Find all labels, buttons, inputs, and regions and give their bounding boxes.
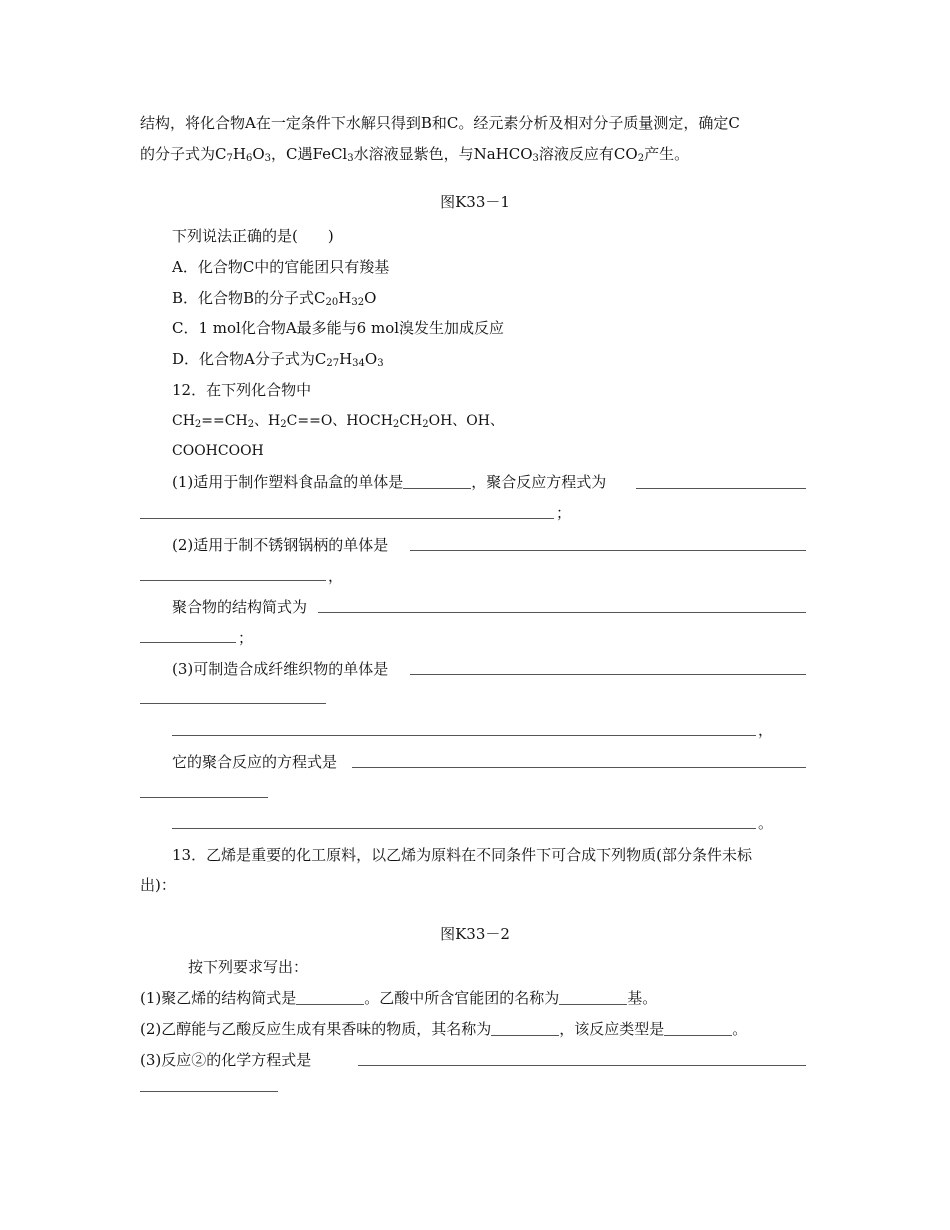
text: ，C遇FeCl xyxy=(271,145,348,163)
q12-part-3b: 它的聚合反应的方程式是 xyxy=(172,753,338,771)
answer-line[interactable] xyxy=(358,1065,806,1066)
answer-line[interactable] xyxy=(140,642,236,643)
q12-part-2-end: ， xyxy=(328,567,344,585)
text: (1)聚乙烯的结构简式是 xyxy=(140,989,297,1007)
figure-caption-k33-1: 图K33－1 xyxy=(440,193,510,211)
answer-line[interactable] xyxy=(140,518,554,519)
answer-line[interactable] xyxy=(410,550,806,551)
q13-stem-line-2: 出)： xyxy=(140,876,176,894)
subscript: 20 xyxy=(325,297,339,308)
q13-part-2 xyxy=(140,1019,747,1039)
text: 。 xyxy=(732,1020,748,1038)
text: H xyxy=(338,289,352,307)
text: H xyxy=(339,350,353,368)
q11-option-b xyxy=(172,288,376,308)
text: (1)适用于制作塑料食品盒的单体是 xyxy=(172,473,404,491)
text: 基。 xyxy=(627,989,658,1007)
subscript: 3 xyxy=(532,153,539,164)
q12-part-2b: 聚合物的结构简式为 xyxy=(172,598,308,616)
answer-line[interactable] xyxy=(172,735,756,736)
intro-line-2 xyxy=(140,144,689,164)
subscript: 2 xyxy=(392,419,400,430)
text: O xyxy=(252,145,265,163)
subscript: 32 xyxy=(351,297,365,308)
q12-part-1-end: ； xyxy=(556,504,572,522)
text: 、H xyxy=(254,413,281,429)
figure-caption-k33-2: 图K33－2 xyxy=(440,925,510,943)
q12-title: 12．在下列化合物中 xyxy=(172,381,312,399)
subscript: 2 xyxy=(194,419,202,430)
q12-part-3: (3)可制造合成纤维织物的单体是 xyxy=(172,660,389,678)
q12-part-1 xyxy=(172,472,606,492)
answer-line[interactable] xyxy=(636,488,806,489)
answer-blank[interactable] xyxy=(664,1021,732,1036)
intro-line-1: 结构，将化合物A在一定条件下水解只得到B和C。经元素分析及相对分子质量测定，确定C xyxy=(140,114,740,132)
answer-line[interactable] xyxy=(352,767,806,768)
subscript: 2 xyxy=(280,419,287,430)
text: OH、OH、 xyxy=(428,413,504,429)
text: 产生。 xyxy=(644,145,690,163)
subscript: 27 xyxy=(326,358,340,369)
answer-line[interactable] xyxy=(318,612,806,613)
q13-part-1 xyxy=(140,988,657,1008)
q11-stem: 下列说法正确的是( ) xyxy=(172,227,334,245)
text: ，该反应类型是 xyxy=(559,1020,665,1038)
answer-line[interactable] xyxy=(140,797,268,798)
subscript: 2 xyxy=(247,419,255,430)
text: ，聚合反应方程式为 xyxy=(471,473,607,491)
answer-blank[interactable] xyxy=(559,990,627,1005)
subscript: 34 xyxy=(352,358,365,369)
text: 。乙酸中所含官能团的名称为 xyxy=(364,989,560,1007)
answer-line[interactable] xyxy=(410,674,806,675)
text: CH xyxy=(172,413,195,429)
text: D．化合物A分子式为C xyxy=(172,350,327,368)
subscript: 3 xyxy=(347,153,354,164)
q12-part-2b-end: ； xyxy=(238,629,254,647)
q12-compounds xyxy=(172,411,504,431)
subscript: 2 xyxy=(422,419,429,430)
text: 溶液反应有CO xyxy=(538,145,638,163)
q12-compounds-2: COOHCOOH xyxy=(172,443,264,459)
answer-line[interactable] xyxy=(140,580,326,581)
q12-part-3-end: ， xyxy=(758,721,774,739)
q13-requirement: 按下列要求写出： xyxy=(188,958,309,976)
text: CH xyxy=(399,413,423,429)
answer-blank[interactable] xyxy=(296,990,364,1005)
subscript: 3 xyxy=(377,358,384,369)
answer-line[interactable] xyxy=(140,1091,278,1092)
answer-blank[interactable] xyxy=(491,1021,559,1036)
q12-part-3b-end: 。 xyxy=(758,814,774,832)
text: 水溶液显紫色，与NaHCO xyxy=(353,145,533,163)
answer-line[interactable] xyxy=(140,703,326,704)
text: H xyxy=(232,145,246,163)
subscript: 2 xyxy=(637,153,645,164)
q11-option-a: A．化合物C中的官能团只有羧基 xyxy=(172,258,390,276)
answer-line[interactable] xyxy=(172,828,756,829)
subscript: 6 xyxy=(245,153,253,164)
text: 的分子式为C xyxy=(140,145,227,163)
q11-option-d xyxy=(172,349,384,369)
text: O xyxy=(364,289,377,307)
subscript: 7 xyxy=(226,153,233,164)
subscript: 3 xyxy=(264,153,272,164)
q12-part-2: (2)适用于制不锈钢锅柄的单体是 xyxy=(172,536,389,554)
answer-blank[interactable] xyxy=(403,474,471,489)
text: B．化合物B的分子式C xyxy=(172,289,326,307)
text: ==CH xyxy=(201,413,248,429)
q11-option-c: C．1 mol化合物A最多能与6 mol溴发生加成反应 xyxy=(172,319,505,337)
q13-part-3: (3)反应②的化学方程式是 xyxy=(140,1051,312,1069)
text: O xyxy=(364,350,378,368)
text: C==O、HOCH xyxy=(286,413,393,429)
q13-stem-line-1: 13．乙烯是重要的化工原料，以乙烯为原料在不同条件下可合成下列物质(部分条件未标 xyxy=(172,846,752,864)
text: (2)乙醇能与乙酸反应生成有果香味的物质，其名称为 xyxy=(140,1020,492,1038)
